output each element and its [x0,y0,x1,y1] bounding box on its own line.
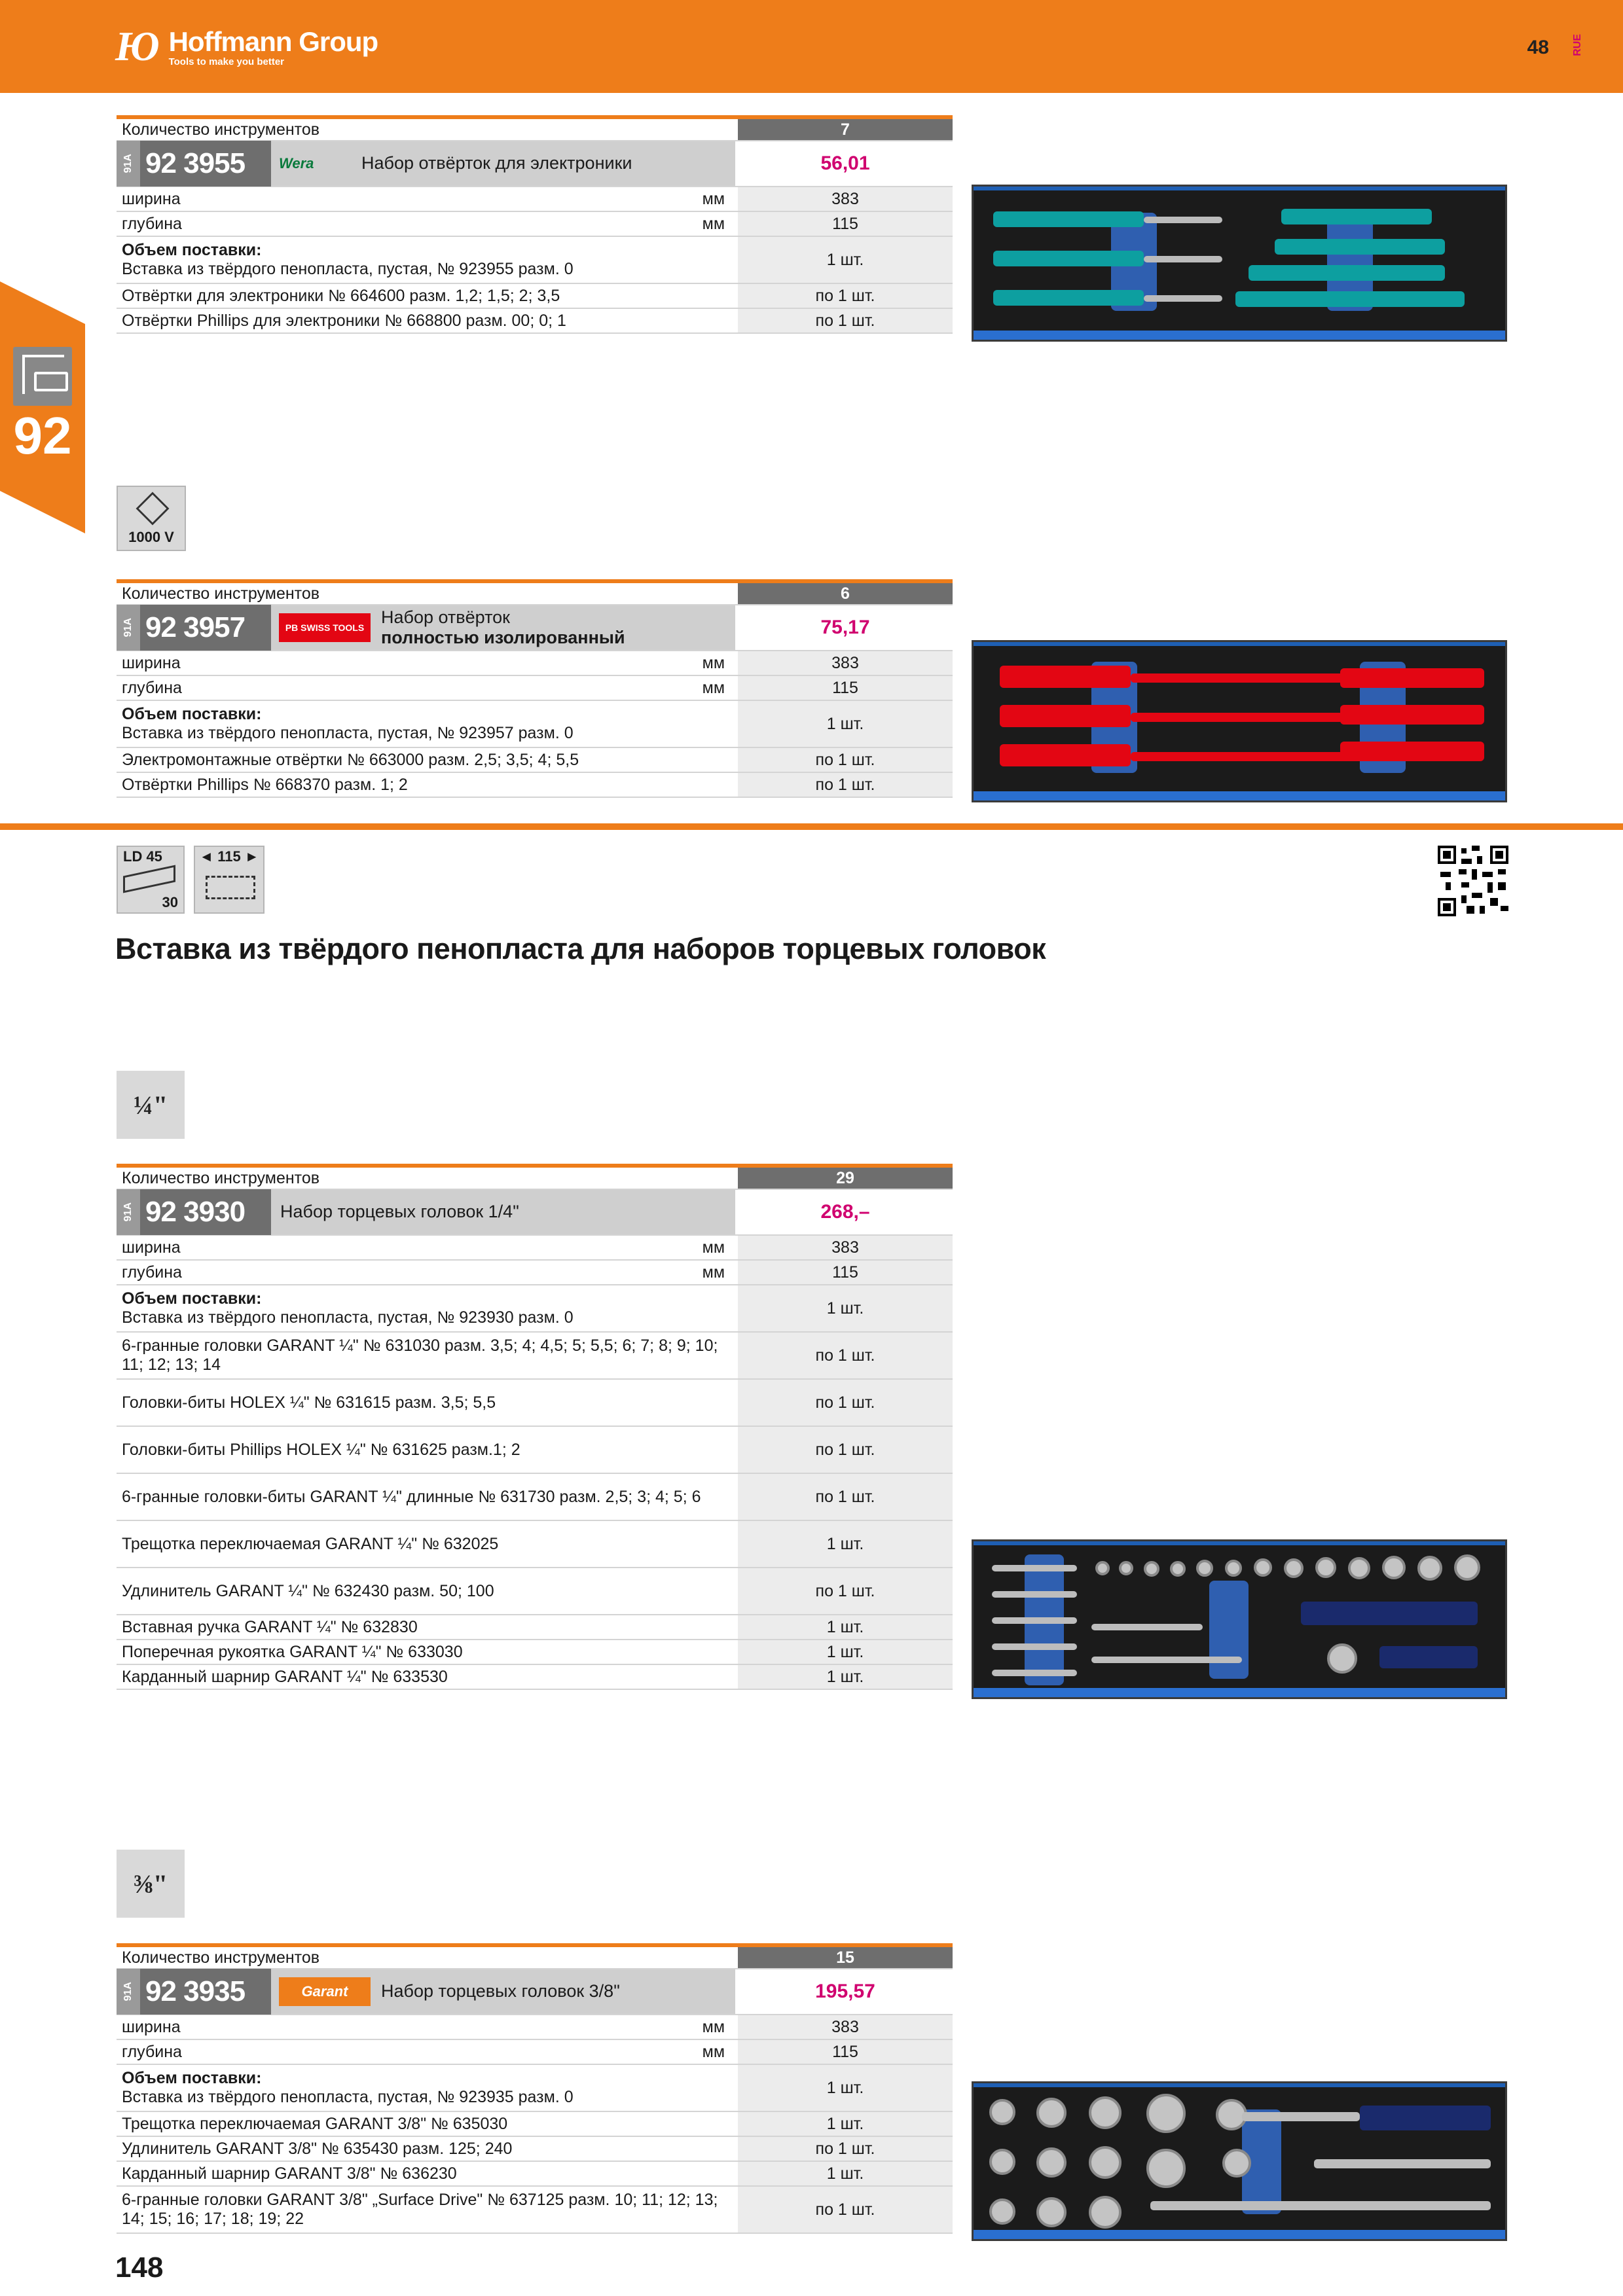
tool-case-icon [13,347,72,406]
extension-icon [1150,2201,1491,2210]
vde-badge [117,486,186,551]
catalog-code: 91A [117,1969,140,2015]
bit-socket-icon [992,1643,1077,1650]
item-text: Отвёртки Phillips № 668370 разм. 1; 2 [122,775,408,794]
hoffmann-logo-icon: Ю [115,23,160,69]
item-qty: 1 шт. [735,1615,953,1639]
catalog-code: 91A [117,141,140,187]
article-header[interactable] [117,1969,735,2014]
item-text: Отвёртки для электроники № 664600 разм. 1,2; 1,5; 2; 3,5 [122,286,560,305]
socket-icon [1089,2096,1122,2129]
socket-icon [1196,1560,1213,1577]
scope-label: Объем поставки: [122,705,262,723]
price: 195,57 [735,1969,953,2014]
extension-icon [1091,1624,1203,1630]
qty-value: 7 [735,119,953,140]
socket-icon [1417,1556,1442,1581]
brand-name: Hoffmann Group [168,26,378,57]
product-table-923935 [117,1943,953,2234]
depth-value: 115 [735,2040,953,2064]
ld-height: 30 [162,894,178,910]
item-text: 6-гранные головки GARANT ¼" № 631030 разм. 3,5; 4; 4,5; 5; 5,5; 6; 7; 8; 9; 10; 11; 12; 13; 14 [122,1336,718,1374]
item-qty: 1 шт. [735,237,953,283]
socket-icon [1146,2094,1186,2133]
screwdriver-icon [993,251,1144,266]
insert-outline-icon [206,876,255,899]
screwdriver-icon [1281,209,1432,224]
socket-icon [1036,2147,1067,2178]
catalog-code: 91A [117,605,140,651]
unit-mm: мм [702,2017,725,2036]
foam-holder [1209,1581,1249,1679]
product-description: Набор торцевых головок 1/4" [280,1202,519,1222]
item-qty: 1 шт. [735,1640,953,1664]
unit-mm: мм [702,189,725,208]
vde-triangle-icon [136,492,170,526]
ld-icon [117,846,185,914]
item-qty: 1 шт. [735,1285,953,1331]
pb-swiss-tools-logo: PB SWISS TOOLS [279,613,371,642]
item-qty: по 1 шт. [735,773,953,797]
product-description: Набор отвёрток для электроники [361,153,632,173]
dimension-icon [194,846,264,914]
socket-icon [1315,1557,1336,1578]
socket-icon [1095,1561,1110,1575]
width-value: 383 [735,2015,953,2039]
unit-mm: мм [702,1263,725,1282]
item-qty: 1 шт. [735,2112,953,2136]
socket-icon [1382,1556,1406,1579]
scope-label: Объем поставки: [122,1289,262,1308]
depth-label: глубина [122,214,182,233]
brand-tagline: Tools to make you better [168,56,285,67]
socket-icon [1144,1561,1159,1577]
width-value: 383 [735,187,953,211]
screwdriver-icon [993,290,1144,306]
screwdriver-icon [1000,666,1131,688]
article-number: 92 3957 [140,605,271,651]
qr-code-icon[interactable] [1438,846,1508,916]
width-label: ширина [122,189,181,208]
width-label: ширина [122,653,181,672]
unit-mm: мм [702,2042,725,2061]
socket-icon [989,2099,1015,2125]
drive-size-three-eighths: ⅜" [117,1850,185,1918]
screwdriver-icon [1000,744,1131,766]
unit-mm: мм [702,653,725,672]
article-header[interactable] [117,605,735,650]
screwdriver-icon [1340,705,1484,725]
item-text: Карданный шарнир GARANT ¼" № 633530 [122,1667,448,1686]
garant-logo: Garant [279,1977,371,2006]
price: 268,– [735,1190,953,1234]
product-image-923935[interactable] [972,2081,1507,2241]
socket-icon [1089,2146,1122,2179]
unit-mm: мм [702,1238,725,1257]
item-text: Вставка из твёрдого пенопласта, пустая, № 923957 разм. 0 [122,724,574,742]
product-table-923957 [117,579,953,798]
article-header[interactable] [117,1190,735,1234]
article-header[interactable] [117,141,735,186]
item-text: Карданный шарнир GARANT 3/8" № 636230 [122,2164,457,2183]
width-value: 383 [735,651,953,675]
item-qty: 1 шт. [735,701,953,747]
width-label: ширина [122,2017,181,2036]
ratchet-handle-icon [1360,2106,1491,2130]
product-image-923957[interactable] [972,640,1507,802]
item-text: Удлинитель GARANT ¼" № 632430 разм. 50; 100 [122,1581,494,1600]
qty-value: 29 [735,1168,953,1189]
bit-socket-icon [992,1670,1077,1676]
dimension-value: ◄ 115 ► [199,848,259,865]
header-page-number: 48 [1527,37,1549,58]
item-qty: по 1 шт. [735,1474,953,1520]
bit-socket-icon [992,1617,1077,1624]
chapter-number: 92 [13,406,72,465]
screwdriver-icon [1235,291,1465,307]
ratchet-shaft-icon [1242,2112,1360,2121]
socket-icon [1089,2196,1122,2229]
socket-icon [989,2149,1015,2175]
screwdriver-icon [1275,239,1445,255]
socket-icon [1170,1561,1186,1577]
language-code: RUE [1572,34,1583,56]
item-text: Головки-биты HOLEX ¼" № 631615 разм. 3,5; 5,5 [122,1393,496,1412]
ratchet-handle-icon [1379,1646,1478,1668]
item-qty: 1 шт. [735,1521,953,1567]
section-separator [0,823,1623,830]
qty-value: 6 [735,583,953,604]
unit-mm: мм [702,678,725,697]
item-qty: по 1 шт. [735,309,953,332]
depth-value: 115 [735,676,953,700]
socket-icon [1119,1561,1133,1575]
section-title: Вставка из твёрдого пенопласта для наборов торцевых головок [115,932,1046,965]
bit-socket-icon [992,1565,1077,1571]
brand-logo[interactable] [115,17,378,76]
depth-label: глубина [122,2042,182,2061]
item-text: Поперечная рукоятка GARANT ¼" № 633030 [122,1642,463,1661]
item-text: Вставка из твёрдого пенопласта, пустая, № 923935 разм. 0 [122,2088,574,2106]
product-image-923930[interactable] [972,1539,1507,1699]
article-number: 92 3935 [140,1969,271,2015]
item-qty: по 1 шт. [735,1427,953,1473]
screwdriver-icon [1000,705,1131,727]
drive-size-quarter: ¼" [117,1071,185,1139]
foam-block-icon [123,865,175,893]
item-text: 6-гранные головки-биты GARANT ¼" длинные № 631730 разм. 2,5; 3; 4; 5; 6 [122,1487,701,1506]
width-label: ширина [122,1238,181,1257]
qty-label: Количество инструментов [117,119,735,140]
qty-label: Количество инструментов [122,1168,320,1187]
socket-icon [1146,2149,1186,2188]
qty-label: Количество инструментов [122,1948,320,1967]
depth-value: 115 [735,1261,953,1284]
item-qty: 1 шт. [735,1665,953,1689]
screwdriver-icon [993,211,1144,227]
item-qty: по 1 шт. [735,1333,953,1378]
depth-value: 115 [735,212,953,236]
item-text: Вставка из твёрдого пенопласта, пустая, № 923955 разм. 0 [122,260,574,278]
price: 56,01 [735,141,953,186]
socket-icon [1036,2197,1067,2227]
screwdriver-icon [1340,742,1484,761]
catalog-code: 91A [117,1189,140,1235]
socket-icon [1036,2098,1067,2128]
item-text: Трещотка переключаемая GARANT ¼" № 632025 [122,1534,499,1553]
ratchet-head-icon [1327,1643,1357,1674]
item-text: Трещотка переключаемая GARANT 3/8" № 635030 [122,2114,508,2133]
footer-page-number: 148 [115,2251,164,2284]
unit-mm: мм [702,214,725,233]
extension-icon [1091,1657,1242,1663]
qty-label: Количество инструментов [122,584,320,603]
item-text: Удлинитель GARANT 3/8" № 635430 разм. 125; 240 [122,2139,513,2158]
scope-label: Объем поставки: [122,241,262,259]
socket-icon [1225,1560,1242,1577]
width-value: 383 [735,1236,953,1259]
item-text: Вставная ручка GARANT ¼" № 632830 [122,1617,418,1636]
item-qty: по 1 шт. [735,2187,953,2233]
socket-icon [989,2198,1015,2225]
depth-label: глубина [122,678,182,697]
item-text: Вставка из твёрдого пенопласта, пустая, № 923930 разм. 0 [122,1308,574,1327]
wera-logo: Wera [279,155,314,171]
item-text: 6-гранные головки GARANT 3/8" „Surface Drive" № 637125 разм. 10; 11; 12; 13; 14; 15; 16; 17; 18; 19; 22 [122,2191,718,2228]
socket-icon [1348,1557,1370,1579]
article-number: 92 3930 [140,1189,271,1235]
item-qty: по 1 шт. [735,284,953,308]
item-qty: по 1 шт. [735,1380,953,1426]
bit-socket-icon [992,1591,1077,1598]
handle-icon [1301,1602,1478,1625]
extension-icon [1314,2159,1491,2168]
socket-icon [1284,1558,1304,1578]
item-qty: по 1 шт. [735,2137,953,2161]
item-text: Отвёртки Phillips для электроники № 668800 разм. 00; 0; 1 [122,311,566,330]
price: 75,17 [735,605,953,650]
product-description: Набор торцевых головок 3/8" [381,1981,620,2001]
depth-label: глубина [122,1263,182,1282]
article-number: 92 3955 [140,141,271,187]
scope-label: Объем поставки: [122,2069,262,2087]
screwdriver-icon [1249,265,1445,281]
ld-label: LD 45 [123,848,162,865]
product-table-923930 [117,1164,953,1690]
item-text: Электромонтажные отвёртки № 663000 разм. 2,5; 3,5; 4; 5,5 [122,750,579,769]
vde-voltage: 1000 V [128,529,174,545]
item-qty: по 1 шт. [735,1568,953,1614]
item-qty: 1 шт. [735,2162,953,2185]
item-text: Головки-биты Phillips HOLEX ¼" № 631625 разм.1; 2 [122,1440,520,1459]
socket-icon [1454,1554,1480,1581]
product-image-923955[interactable] [972,185,1507,342]
universal-joint-icon [1222,2149,1251,2178]
socket-icon [1254,1558,1272,1577]
item-qty: 1 шт. [735,2065,953,2111]
product-table-923955 [117,115,953,334]
qty-value: 15 [735,1947,953,1968]
screwdriver-icon [1340,668,1484,688]
product-description-bold: полностью изолированный [381,628,625,647]
item-qty: по 1 шт. [735,748,953,772]
product-description: Набор отвёрток [381,607,510,627]
